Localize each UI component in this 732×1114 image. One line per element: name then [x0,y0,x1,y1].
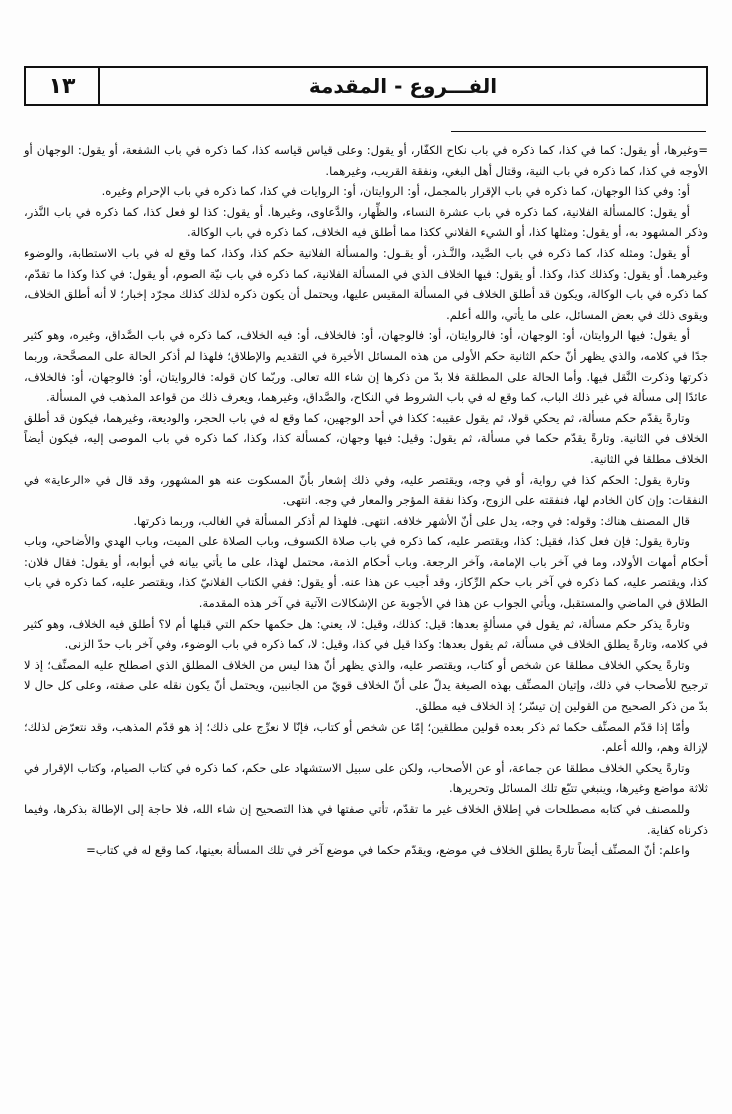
paragraph-14: وللمصنف في كتابه مصطلحات في إطلاق الخلاف غير ما تقدّم، تأتي صفتها في هذا التصحيح إن شاء الله، فلا حاجة إلى الإطالة بذكرها، وفيما ذكرناه كفاية. [24,802,708,837]
paragraph-2: أو: وفي كذا الوجهان، كما ذكره في باب الإقرار بالمجمل، أو: الروايتان، أو: الروايات في كذا، كما ذكره في باب الإحرام وغيره. [101,184,690,199]
paragraph-7: وتارة يقول: الحكم كذا في رواية، أو في وجه، ويقتصر عليه، وفي ذلك إشعار بأنّ المسكوت عنه هو المشهور، وقد قال في «الرعاية» في النفقات: وإن كان الخادم لها، فنفقته على الزوج، وكذا نفقة المؤجر والمعار في وجه. انتهى. [24,472,708,508]
paragraph-9: وتارة يقول: فإن فعل كذا، فقيل: كذا، ويقتصر عليه، كما ذكره في باب صلاة الكسوف، وباب الصلاة على الميت، وباب الهدي والأضاحي، وباب أحكام أمهات الأولاد، وما في آخر باب الإمامة، وآخر الرجعة. وباب أحكام الذمة، محتمل لهذا، على ما يأتي بيانه في أبوابه، أو يقول: فقال فلان: كذا، ويقتصر عليه، كما ذكره في آخر باب حكم الرِّكاز، وقد أجيب عن هذا عنه. أو يقول: ففي الكتاب الفلانيّ كذا، ويقتصر عليه، كما ذكره في باب الطلاق في الماضي والمستقبل، ويأتي الجواب عن هذا في الأجوبة عن الإشكالات الآتية في آخر هذه المقدمة. [24,534,708,611]
paragraph-6: وتارةً يقدّم حكم مسألة، ثم يحكي قولا، ثم يقول عقيبه: ككذا في أحد الوجهين، كما وقع له في باب الحجر، والوديعة، وغيرهما، فيكون قد أطلق الخلاف في الثانية. وتارةً يقدّم حكما في مسألة، ثم يقول: وقيل: فيها وجهان، كمسألة كذا، وكذا، كما ذكره في باب الموصى إليه، فيكون أيضاً الخلاف مطلقا في الثانية. [24,410,708,466]
running-title: الفـــروع - المقدمة [308,74,498,98]
page-header [24,66,708,106]
paragraph-5: أو يقول: فيها الروايتان، أو: الوجهان، أو: فالروايتان، أو: فالوجهان، أو: فالخلاف، أو: فيه الخلاف، كما ذكره في باب الصَّداق، وغيره، وهو كثير جدًا في كلامه، والذي يظهر أنّ حكم الثانية حكم الأولى من هذه المسائل الأخيرة في التقديم والإطلاق؛ فلهذا لم أذكر الحالة على المصحَّحة، وربما ذكرتها وذكرت النَّقل فيها. وأما الحالة على المطلقة فلا بدّ من ذكرها إن شاء الله تعالى. وربّما كان قوله: فالروايتان، أو: فالوجهان، أو: فالخلاف، عائدًا إلى مسألة في غير ذلك الباب، كما وقع له في باب الشروط في النكاح، والصَّداق، وغيرهما، ويعرف ذلك من قواعد المذهب في المسألة. [24,328,708,405]
paragraph-8: قال المصنف هناك: وقوله: في وجه، يدل على أنّ الأشهر خلافه. انتهى. فلهذا لم أذكر المسألة في الغالب، وربما ذكرتها. [133,513,690,528]
paragraph-10: وتارةً يذكر حكم مسألة، ثم يقول في مسألةٍ بعدها: قيل: كذلك، وقيل: لا، يعني: هل حكمها حكم التي قبلها أم لا؟ أطلق فيه الخلاف، وهو كثير في كلامه، وتارةً يطلق الخلاف في مسألة، ثم يقول بعدها: وكذا قيل في كذا، وقيل: لا، كما ذكره في باب الوضوء، وفي آخر باب حدّ الزنى. [24,616,708,652]
footnote-separator-rule [451,131,706,132]
footnote-text [24,140,708,861]
paragraph-4: أو يقول: ومثله كذا، كما ذكره في باب الصَّيد، والنَّـذر، أو يقـول: والمسألة الفلانية حكم كذا، وكذا، كما وقع له في باب الاستطابة، والوضوء وغيرهما. أو يقول: وكذلك كذا، وكذا. أو يقول: فيها الخلاف الذي في المسألة الفلانية، كما ذكره في باب نيّة الصوم، أو يقول: في كذا وكذا ما تقدّم، كما ذكره في باب الوكالة، ويكون قد أطلق الخلاف في المسألة المقيس عليها، ويحتمل أن يكون ذكره لذلك كذلك مجرّد إخبار؛ لا أنه أطلق الخلاف، ويقوى ذلك في بعض المسائل، على ما يأتي، والله أعلم. [24,245,708,322]
page-number: ١٣ [26,68,100,104]
paragraph-11: وتارةً يحكي الخلاف مطلقا عن شخص أو كتاب، ويقتصر عليه، والذي يظهر أنّ هذا ليس من الخلاف المطلق الذي اصطلح عليه المصنِّف؛ إذ لا ترجيح للأصحاب في ذلك، وإتيان المصنِّف بهذه الصيغة يدلّ على أنّ الخلاف قويّ من الجانبين، ويحتمل أنّ يكون نقله على صفته، وعلى كل حال لا بدّ من ذكر الصحيح من القولين إن تيسّر؛ إذ الخلاف فيه مطلق. [24,657,708,714]
paragraph-13: وتارةً يحكي الخلاف مطلقا عن جماعة، أو عن الأصحاب، ولكن على سبيل الاستشهاد على حكم، كما ذكره في كتاب الصيام، وكتاب الإقرار في ثلاثة مواضع وغيرها، وينبغي تتبّع تلك المسائل وتحريرها. [24,760,708,796]
paragraph-15: واعلم: أنّ المصنِّف أيضاً تارةً يطلق الخلاف في موضع، ويقدّم حكما في موضع آخر في تلك المسألة بعينها، كما وقع له في كتاب= [86,843,690,858]
paragraph-3: أو يقول: كالمسألة الفلانية، كما ذكره في باب عشرة النساء، والظِّهار، والدَّعاوى، وغيرها. أو يقول: كذا لو فعل كذا، كما ذكره في باب النَّذر، وذكر المشهود به، أو يقول: ومثلها كذا، أو الشيء الفلاني ككذا مما أطلق فيه الخلاف، كما ذكره في باب الوكالة. [24,204,708,240]
paragraph-1: =وغيرها، أو يقول: كما في كذا، كما ذكره في باب نكاح الكفّار، أو يقول: وعلى قياس قياسه كذا، كما ذكره في باب الشفعة، أو يقول: الوجهان أو الأوجه في كذا، كما ذكره في باب النية، وقتال أهل البغي، ونفقة القريب، وغيرهما. [24,143,708,178]
paragraph-12: وأمّا إذا قدّم المصنِّف حكما ثم ذكر بعده قولين مطلقين؛ إمّا عن شخص أو كتاب، فإنّا لا نعرِّج على ذلك؛ إذ هو قدّم المذهب، وقد نتعرّض لذلك؛ لإزالة وهم، والله أعلم. [24,719,708,755]
